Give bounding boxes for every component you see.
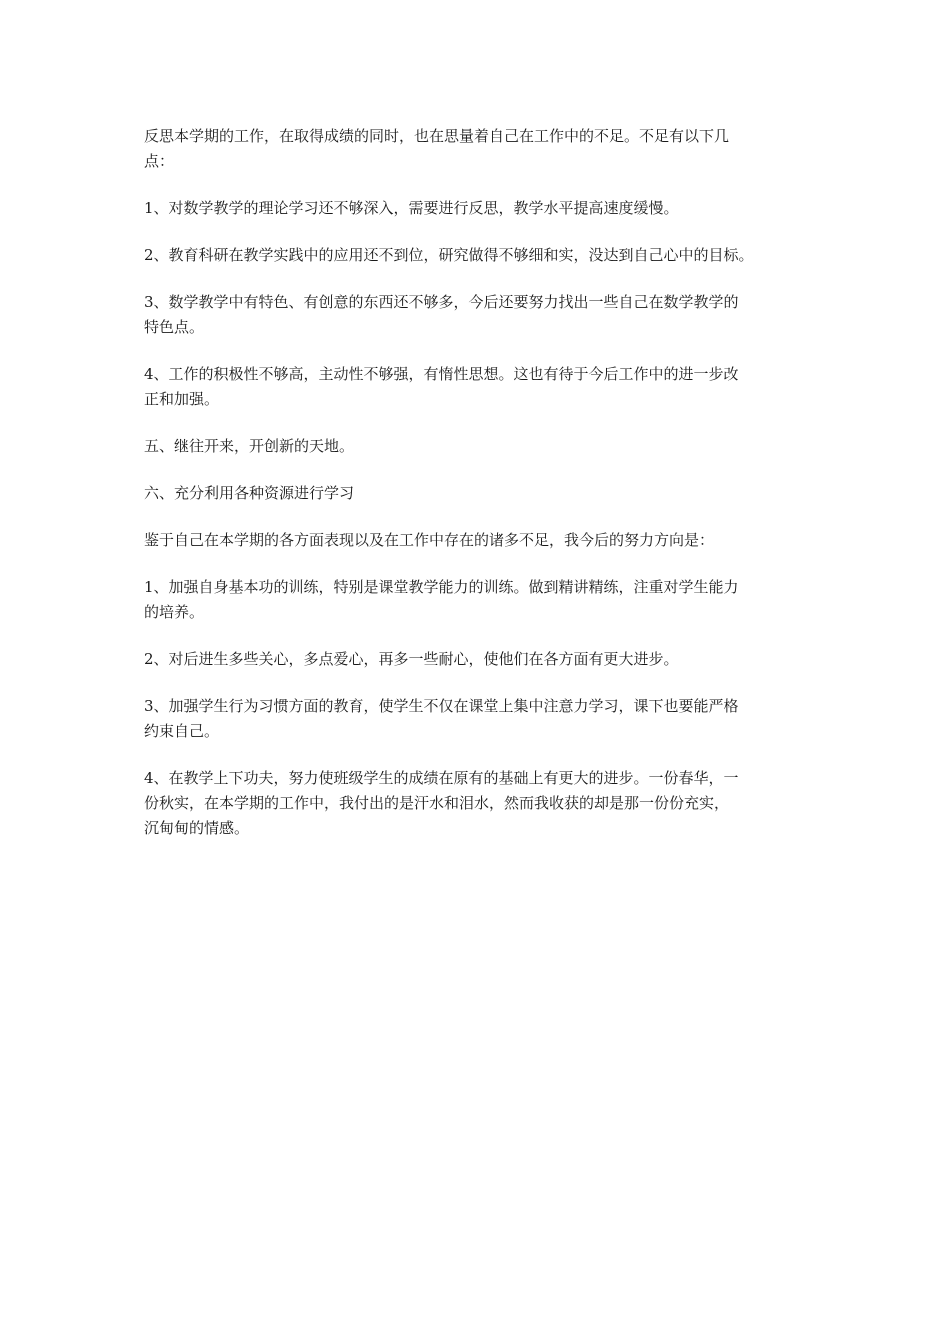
text-line: 特色点。 — [144, 318, 205, 336]
section-heading-five — [144, 434, 824, 459]
paragraph-direction-4 — [144, 766, 824, 841]
paragraph-direction-2 — [144, 647, 824, 672]
text-line: 2、对后进生多些关心，多点爱心，再多一些耐心，使他们在各方面有更大进步。 — [144, 650, 679, 668]
paragraph-shortcoming-2 — [144, 243, 824, 268]
text-line: 4、在教学上下功夫，努力使班级学生的成绩在原有的基础上有更大的进步。一份春华，一 — [144, 769, 739, 787]
paragraph-shortcoming-3 — [144, 290, 824, 340]
paragraph-shortcoming-1 — [144, 196, 824, 221]
paragraph-direction-intro — [144, 528, 824, 553]
text-line: 2、教育科研在教学实践中的应用还不到位，研究做得不够细和实，没达到自己心中的目标。 — [144, 246, 754, 264]
text-line: 鉴于自己在本学期的各方面表现以及在工作中存在的诸多不足，我今后的努力方向是： — [144, 531, 715, 549]
text-line: 约束自己。 — [144, 722, 220, 740]
document-body — [144, 124, 824, 863]
text-line: 4、工作的积极性不够高，主动性不够强，有惰性思想。这也有待于今后工作中的进一步改 — [144, 365, 739, 383]
text-line: 份秋实，在本学期的工作中，我付出的是汗水和泪水，然而我收获的却是那一份份充实， — [144, 794, 730, 812]
paragraph-shortcoming-4 — [144, 362, 824, 412]
paragraph-direction-1 — [144, 575, 824, 625]
text-line: 3、加强学生行为习惯方面的教育，使学生不仅在课堂上集中注意力学习，课下也要能严格 — [144, 697, 739, 715]
paragraph-reflection-intro — [144, 124, 824, 174]
text-line: 反思本学期的工作，在取得成绩的同时，也在思量着自己在工作中的不足。不足有以下几 — [144, 127, 730, 145]
section-heading-six — [144, 481, 824, 506]
paragraph-direction-3 — [144, 694, 824, 744]
text-line: 五、继往开来，开创新的天地。 — [144, 437, 355, 455]
text-line: 1、加强自身基本功的训练，特别是课堂教学能力的训练。做到精讲精练，注重对学生能力 — [144, 578, 739, 596]
text-line: 沉甸甸的情感。 — [144, 819, 250, 837]
text-line: 点： — [144, 152, 175, 170]
text-line: 六、充分利用各种资源进行学习 — [144, 484, 355, 502]
text-line: 1、对数学教学的理论学习还不够深入，需要进行反思，教学水平提高速度缓慢。 — [144, 199, 679, 217]
text-line: 3、数学教学中有特色、有创意的东西还不够多，今后还要努力找出一些自己在数学教学的 — [144, 293, 739, 311]
text-line: 正和加强。 — [144, 390, 220, 408]
text-line: 的培养。 — [144, 603, 205, 621]
